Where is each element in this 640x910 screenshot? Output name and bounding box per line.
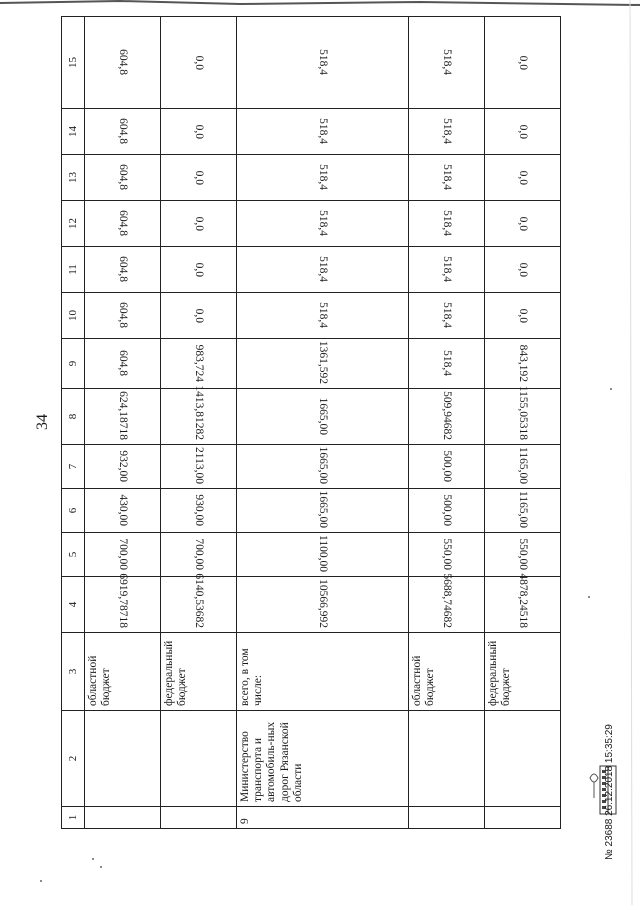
table-row (408, 17, 484, 829)
value-text: 518,4 (317, 118, 330, 145)
value-text: 1165,00 (517, 491, 530, 528)
value-cell (484, 155, 560, 201)
header-cell: 1 (62, 807, 85, 829)
value-text: 518,4 (317, 164, 330, 191)
value-cell (484, 201, 560, 247)
value-cell (408, 489, 484, 533)
value-cell (484, 109, 560, 155)
value-text: 0,0 (517, 262, 530, 277)
value-text: 604,8 (117, 118, 130, 145)
header-cell: 10 (62, 293, 85, 339)
value-cell (484, 293, 560, 339)
value-text: 6140,53682 (193, 573, 206, 628)
value-text: 604,8 (117, 302, 130, 329)
value-text: 550,00 (441, 538, 454, 571)
value-text: 0,0 (193, 216, 206, 231)
value-text: 430,00 (117, 494, 130, 527)
value-text: 518,4 (317, 256, 330, 283)
value-cell (161, 17, 237, 109)
value-text: 604,8 (117, 210, 130, 237)
table-row (161, 17, 237, 829)
value-cell (85, 445, 161, 489)
header-cell: 4 (62, 577, 85, 633)
value-cell (237, 533, 409, 577)
value-text: 518,4 (441, 164, 454, 191)
value-text: 1665,00 (317, 490, 330, 528)
value-cell (237, 109, 409, 155)
value-text: 1155,05318 (517, 385, 530, 440)
value-text: 6919,78718 (117, 573, 130, 628)
value-cell (408, 247, 484, 293)
scan-speck (610, 388, 612, 390)
header-cell: 5 (62, 533, 85, 577)
value-cell (237, 293, 409, 339)
value-cell (85, 389, 161, 445)
value-text: 0,0 (193, 308, 206, 323)
value-cell (161, 247, 237, 293)
value-cell (408, 17, 484, 109)
value-text: 604,8 (117, 350, 130, 377)
value-text: 518,4 (317, 302, 330, 329)
value-cell (408, 109, 484, 155)
header-cell: 8 (62, 389, 85, 445)
table-row (85, 17, 161, 829)
budget-table (61, 16, 561, 829)
header-cell: 14 (62, 109, 85, 155)
value-cell (161, 385, 237, 445)
value-cell (161, 573, 237, 633)
value-text: 2113,00 (193, 447, 206, 484)
value-text: 843,192 (517, 344, 530, 383)
row-number-cell: 9 (237, 807, 409, 829)
value-text: 1100,00 (317, 535, 330, 572)
value-text: 500,00 (441, 494, 454, 527)
funding-source-cell: областной бюджет (85, 633, 161, 711)
value-text: 518,4 (441, 350, 454, 377)
value-text: 550,00 (517, 538, 530, 571)
value-text: 983,724 (193, 344, 206, 383)
value-text: 0,0 (193, 55, 206, 70)
value-cell (85, 339, 161, 389)
table-row (237, 17, 409, 829)
row-number-cell (484, 807, 560, 829)
row-number-cell (85, 807, 161, 829)
executor-cell: Министерство транспорта и автомобиль-ных дорог Рязанской области (237, 711, 409, 807)
value-cell (161, 489, 237, 533)
header-cell: 12 (62, 201, 85, 247)
value-cell (85, 293, 161, 339)
value-text: 509,94682 (441, 391, 454, 440)
value-cell (237, 201, 409, 247)
value-text: 0,0 (517, 170, 530, 185)
value-cell (408, 293, 484, 339)
header-cell: 15 (62, 17, 85, 109)
value-text: 5688,74682 (441, 573, 454, 628)
value-text: 518,4 (441, 118, 454, 145)
value-cell (484, 17, 560, 109)
funding-source-cell: областной бюджет (408, 633, 484, 711)
value-cell (161, 201, 237, 247)
value-cell (484, 247, 560, 293)
value-cell (237, 445, 409, 489)
value-cell (408, 533, 484, 577)
value-text: 0,0 (517, 55, 530, 70)
executor-cell (408, 711, 484, 807)
value-text: 1413,81282 (193, 385, 206, 440)
value-cell (237, 17, 409, 109)
value-cell (161, 533, 237, 577)
value-cell (85, 155, 161, 201)
value-text: 930,00 (193, 494, 206, 527)
value-cell (161, 445, 237, 489)
value-cell (484, 573, 560, 633)
value-cell (408, 339, 484, 389)
executor-cell (484, 711, 560, 807)
funding-source-cell: федеральный бюджет (161, 633, 237, 711)
value-text: 500,00 (441, 450, 454, 483)
header-cell: 13 (62, 155, 85, 201)
value-cell (408, 445, 484, 489)
executor-cell (161, 711, 237, 807)
registration-note-text: № 23688 26.12.2018 15:35:29 (604, 724, 615, 860)
value-cell (161, 109, 237, 155)
value-text: 604,8 (117, 164, 130, 191)
value-text: 1361,592 (317, 340, 330, 384)
value-cell (484, 339, 560, 389)
scan-speck (588, 596, 590, 598)
value-cell (484, 533, 560, 577)
value-text: 0,0 (193, 170, 206, 185)
value-cell (484, 385, 560, 445)
value-text: 10566,992 (317, 579, 330, 628)
value-cell (408, 155, 484, 201)
value-cell (408, 573, 484, 633)
value-cell (161, 293, 237, 339)
value-cell (85, 247, 161, 293)
value-text: 518,4 (441, 256, 454, 283)
value-text: 518,4 (317, 49, 330, 76)
value-text: 1665,00 (317, 446, 330, 484)
value-text: 604,8 (117, 256, 130, 283)
scan-speck (92, 858, 94, 860)
value-text: 1665,00 (317, 397, 330, 436)
table-row (484, 17, 560, 829)
budget-table-container (61, 17, 561, 829)
value-cell (484, 445, 560, 489)
header-cell: 6 (62, 489, 85, 533)
value-text: 0,0 (193, 262, 206, 277)
value-text: 624,18718 (117, 391, 130, 440)
value-text: 0,0 (517, 216, 530, 231)
value-cell (85, 109, 161, 155)
value-text: 0,0 (517, 308, 530, 323)
value-text: 0,0 (193, 124, 206, 139)
row-number-cell (161, 807, 237, 829)
value-cell (408, 389, 484, 445)
value-cell (408, 201, 484, 247)
header-cell: 3 (62, 633, 85, 711)
header-row (62, 17, 85, 829)
executor-cell (85, 711, 161, 807)
header-cell: 2 (62, 711, 85, 807)
value-text: 518,4 (317, 210, 330, 237)
value-cell (237, 339, 409, 389)
value-cell (484, 489, 560, 533)
header-cell: 7 (62, 445, 85, 489)
scan-speck (100, 866, 102, 868)
value-cell (85, 17, 161, 109)
value-text: 604,8 (117, 49, 130, 76)
header-cell: 11 (62, 247, 85, 293)
value-text: 518,4 (441, 210, 454, 237)
value-text: 932,00 (117, 450, 130, 483)
funding-source-cell: федеральный бюджет (484, 633, 560, 711)
funding-source-cell: всего, в том числе: (237, 633, 409, 711)
header-cell: 9 (62, 339, 85, 389)
value-text: 1165,00 (517, 447, 530, 484)
value-cell (237, 247, 409, 293)
scan-speck (40, 880, 42, 882)
value-cell (237, 489, 409, 533)
row-number-cell (408, 807, 484, 829)
value-text: 0,0 (517, 124, 530, 139)
value-cell (237, 389, 409, 445)
value-cell (237, 577, 409, 633)
value-cell (161, 155, 237, 201)
value-text: 700,00 (193, 538, 206, 571)
value-text: 518,4 (441, 49, 454, 76)
value-text: 700,00 (117, 538, 130, 571)
value-text: 4878,24518 (517, 573, 530, 628)
page-number: 34 (34, 414, 51, 430)
value-cell (85, 533, 161, 577)
value-text: 518,4 (441, 302, 454, 329)
value-cell (85, 201, 161, 247)
value-cell (237, 155, 409, 201)
value-cell (85, 489, 161, 533)
value-cell (85, 573, 161, 633)
value-cell (161, 339, 237, 389)
